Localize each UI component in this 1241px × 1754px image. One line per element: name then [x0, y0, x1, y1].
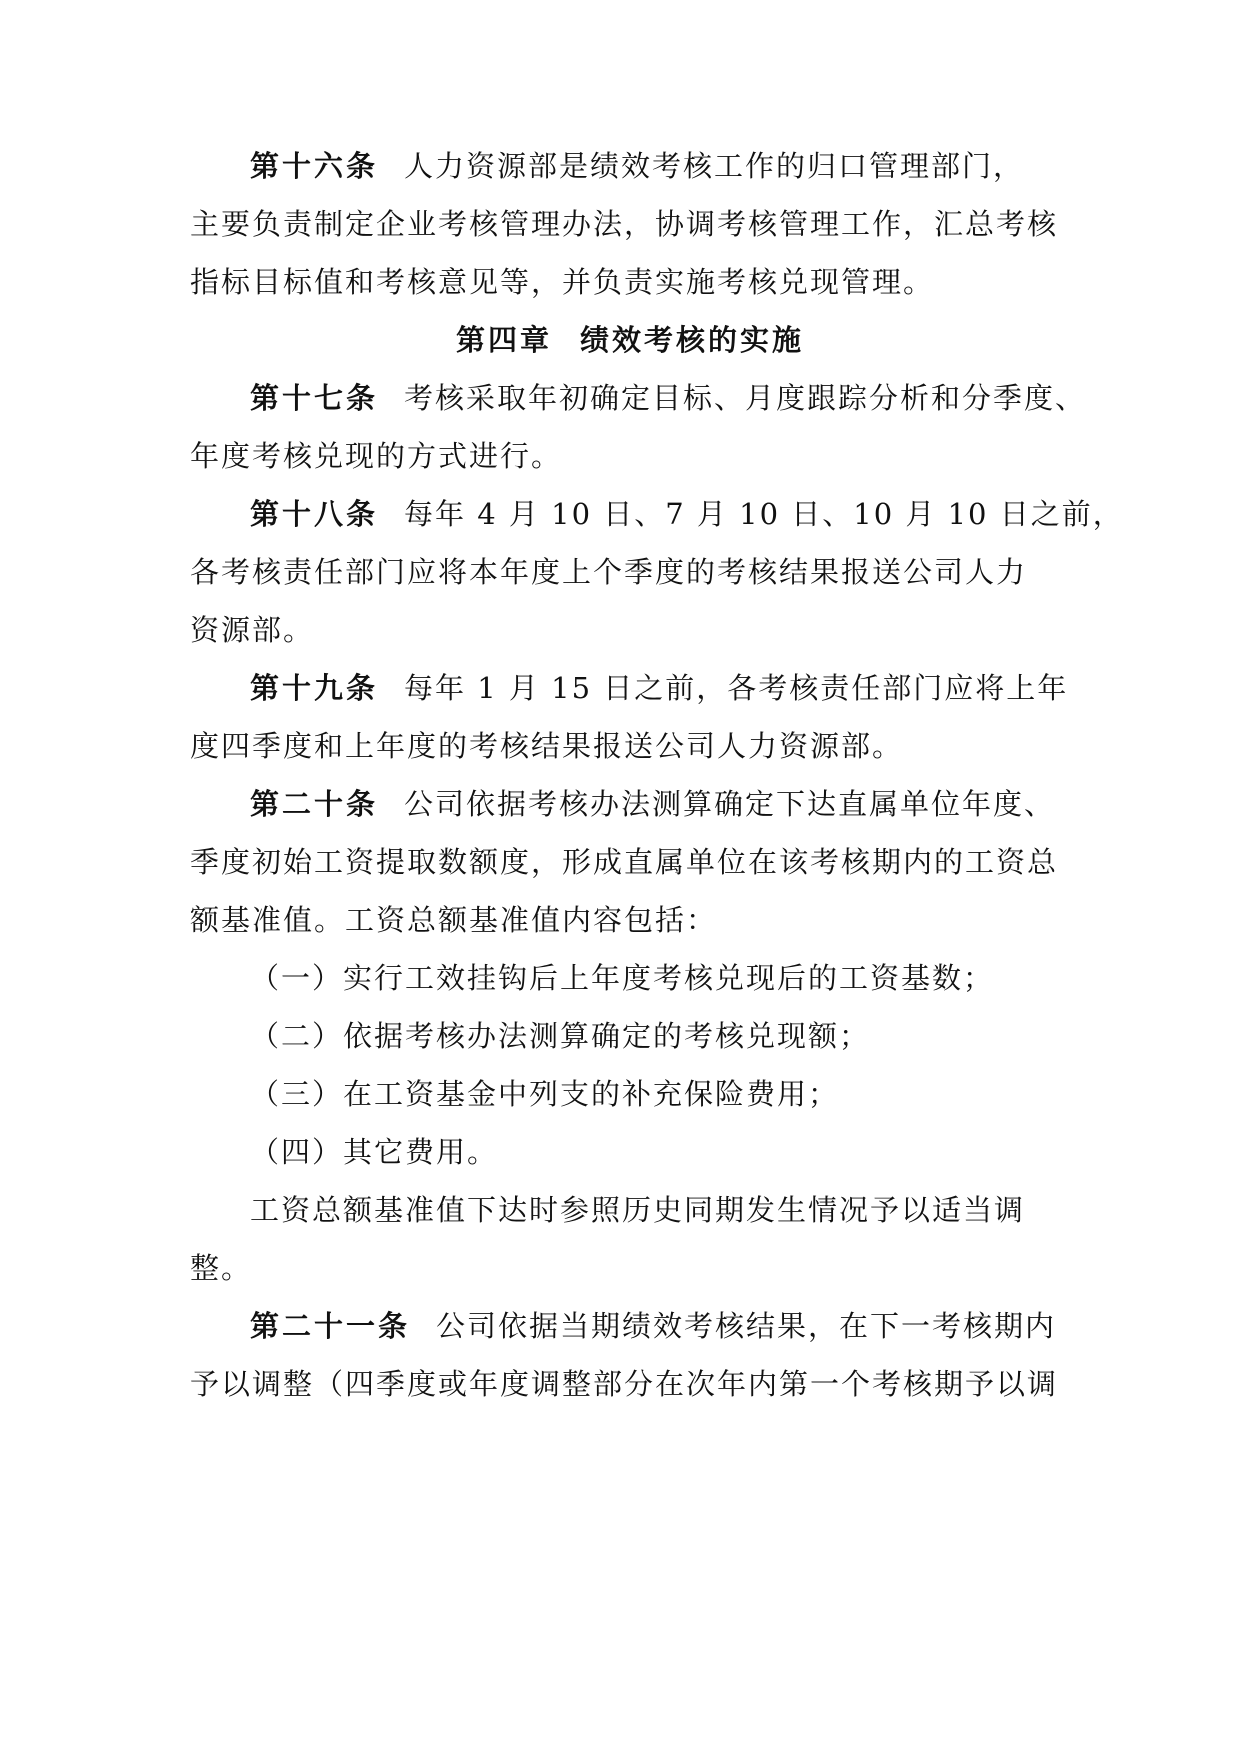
article-18-line-2: 各考核责任部门应将本年度上个季度的考核结果报送公司人力: [190, 555, 1028, 589]
article-17-text-1: 考核采取年初确定目标、月度跟踪分析和分季度、: [404, 381, 1087, 415]
chapter-4-heading: [190, 320, 1070, 360]
article-21-line-2: 予以调整（四季度或年度调整部分在次年内第一个考核期予以调: [190, 1367, 1059, 1401]
article-16-text-1: 人力资源部是绩效考核工作的归口管理部门，: [404, 149, 1025, 183]
article-18-label: 第十八条: [250, 497, 379, 531]
article-21-line-1: [250, 1306, 1070, 1346]
article-19-text-1: 每年 1 月 15 日之前，各考核责任部门应将上年: [404, 671, 1069, 705]
chapter-number: 第四章: [455, 323, 552, 357]
article-20-item-1: （一）实行工效挂钩后上年度考核兑现后的工资基数；: [250, 961, 995, 995]
article-19-label: 第十九条: [250, 671, 379, 705]
article-20-note-1: 工资总额基准值下达时参照历史同期发生情况予以适当调: [250, 1193, 1026, 1227]
article-18-line-1: [250, 494, 1124, 534]
article-16-line-3: 指标目标值和考核意见等，并负责实施考核兑现管理。: [190, 265, 935, 299]
article-16-line-2: 主要负责制定企业考核管理办法，协调考核管理工作，汇总考核: [190, 207, 1059, 241]
article-16-line-1: [250, 146, 1070, 186]
article-20-line-3: 额基准值。工资总额基准值内容包括：: [190, 903, 718, 937]
article-17-label: 第十七条: [250, 381, 379, 415]
article-20-line-1: [250, 784, 1070, 824]
article-18-line-3: 资源部。: [190, 613, 315, 647]
article-19-line-2: 度四季度和上年度的考核结果报送公司人力资源部。: [190, 729, 904, 763]
chapter-title: 绩效考核的实施: [580, 323, 805, 357]
article-20-item-2: （二）依据考核办法测算确定的考核兑现额；: [250, 1019, 871, 1053]
article-20-note-2: 整。: [190, 1251, 253, 1285]
article-17-line-2: 年度考核兑现的方式进行。: [190, 439, 563, 473]
article-20-item-3: （三）在工资基金中列支的补充保险费用；: [250, 1077, 840, 1111]
article-20-item-4: （四）其它费用。: [250, 1135, 499, 1169]
article-17-line-1: [250, 378, 1087, 418]
article-16-label: 第十六条: [250, 149, 379, 183]
article-21-text-1: 公司依据当期绩效考核结果，在下一考核期内: [436, 1309, 1057, 1343]
article-19-line-1: [250, 668, 1070, 708]
article-20-text-1: 公司依据考核办法测算确定下达直属单位年度、: [404, 787, 1056, 821]
article-21-label: 第二十一条: [250, 1309, 411, 1343]
article-20-line-2: 季度初始工资提取数额度，形成直属单位在该考核期内的工资总: [190, 845, 1059, 879]
article-20-label: 第二十条: [250, 787, 379, 821]
article-18-text-1: 每年 4 月 10 日、7 月 10 日、10 月 10 日之前，: [404, 497, 1124, 531]
